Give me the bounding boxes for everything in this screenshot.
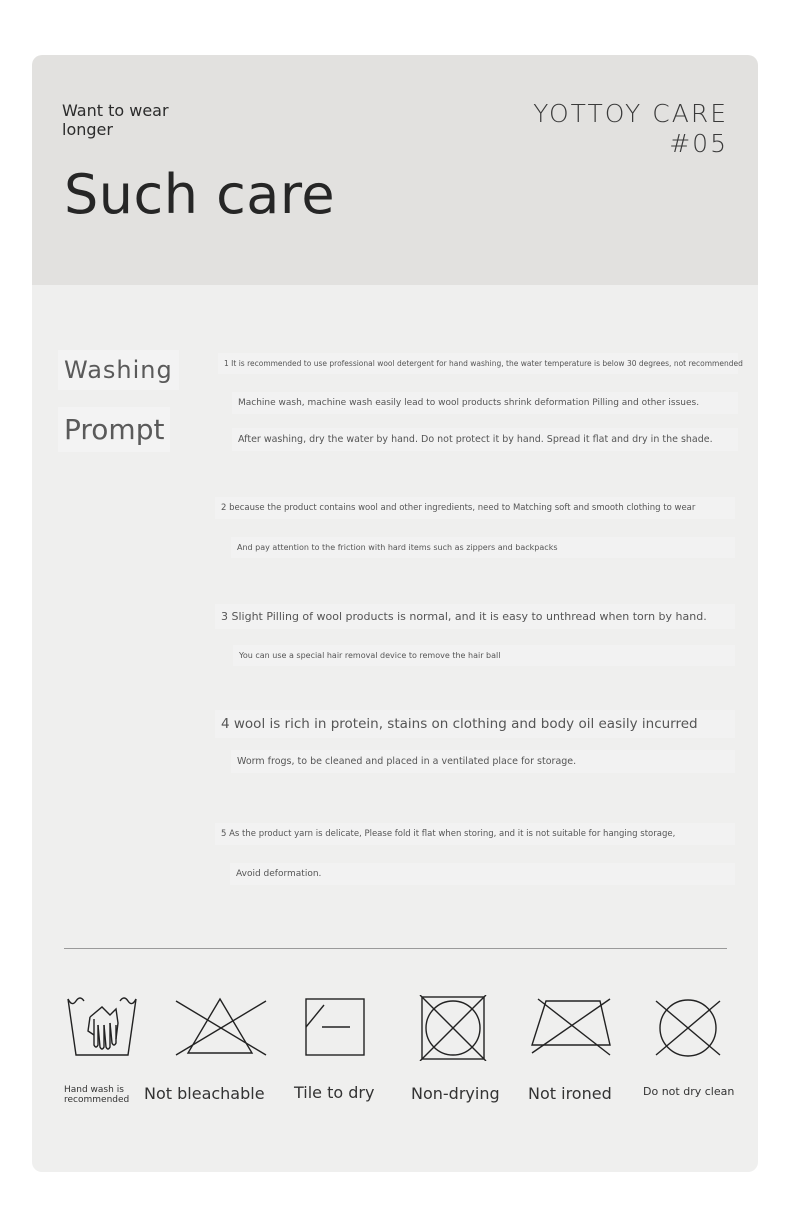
no-dry-clean-icon (638, 995, 738, 1061)
tip-4-line-1: 4 wool is rich in protein, stains on clothing and body oil easily incurred (215, 710, 735, 738)
no-iron-icon (518, 995, 618, 1061)
header-panel (32, 55, 758, 285)
no-tumble-dry-icon (402, 995, 502, 1061)
no-dry-clean-label: Do not dry clean (643, 1085, 735, 1098)
no-iron-label: Not ironed (528, 1084, 612, 1103)
tip-1-line-3: After washing, dry the water by hand. Do not protect it by hand. Spread it flat and dry in the shade. (232, 428, 738, 451)
brand-name: YOTTOY CARE (533, 99, 728, 128)
tip-5-line-2: Avoid deformation. (230, 863, 735, 885)
tip-1 (218, 353, 743, 451)
section-label-prompt: Prompt (58, 407, 170, 452)
tip-2-line-1: 2 because the product contains wool and other ingredients, need to Matching soft and smooth clothing to wear (215, 497, 735, 519)
tip-1-line-1: 1 It is recommended to use professional wool detergent for hand washing, the water temperature is below 30 degrees, not recommended (218, 353, 738, 374)
brand-block (533, 99, 728, 159)
tip-4-line-2: Worm frogs, to be cleaned and placed in a ventilated place for storage. (231, 750, 735, 773)
flat-dry-icon (286, 995, 386, 1061)
no-bleach-icon (170, 995, 270, 1061)
tip-2-line-2: And pay attention to the friction with hard items such as zippers and backpacks (231, 537, 735, 558)
page-title: Such care (64, 163, 336, 226)
tip-1-line-2: Machine wash, machine wash easily lead to wool products shrink deformation Pilling and other issues. (232, 392, 738, 414)
tip-5 (215, 823, 735, 885)
hand-wash-icon (52, 995, 152, 1061)
tip-3-line-1: 3 Slight Pilling of wool products is normal, and it is easy to unthread when torn by hand. (215, 604, 735, 629)
tip-4 (215, 710, 735, 773)
section-divider (64, 948, 727, 949)
flat-dry-label: Tile to dry (294, 1083, 375, 1102)
care-card (32, 55, 758, 1172)
brand-number: #05 (669, 129, 728, 158)
hand-wash-label: Hand wash is recommended (64, 1085, 130, 1105)
tip-5-line-1: 5 As the product yarn is delicate, Please fold it flat when storing, and it is not suitable for hanging storage, (215, 823, 735, 845)
tip-3-line-2: You can use a special hair removal device to remove the hair ball (233, 645, 735, 666)
no-bleach-label: Not bleachable (144, 1084, 265, 1103)
header-subtitle: Want to wear longer (62, 101, 169, 139)
tip-2 (215, 497, 735, 558)
no-tumble-dry-label: Non-drying (411, 1084, 500, 1103)
tip-3 (215, 604, 735, 666)
section-label-washing: Washing (58, 350, 179, 390)
